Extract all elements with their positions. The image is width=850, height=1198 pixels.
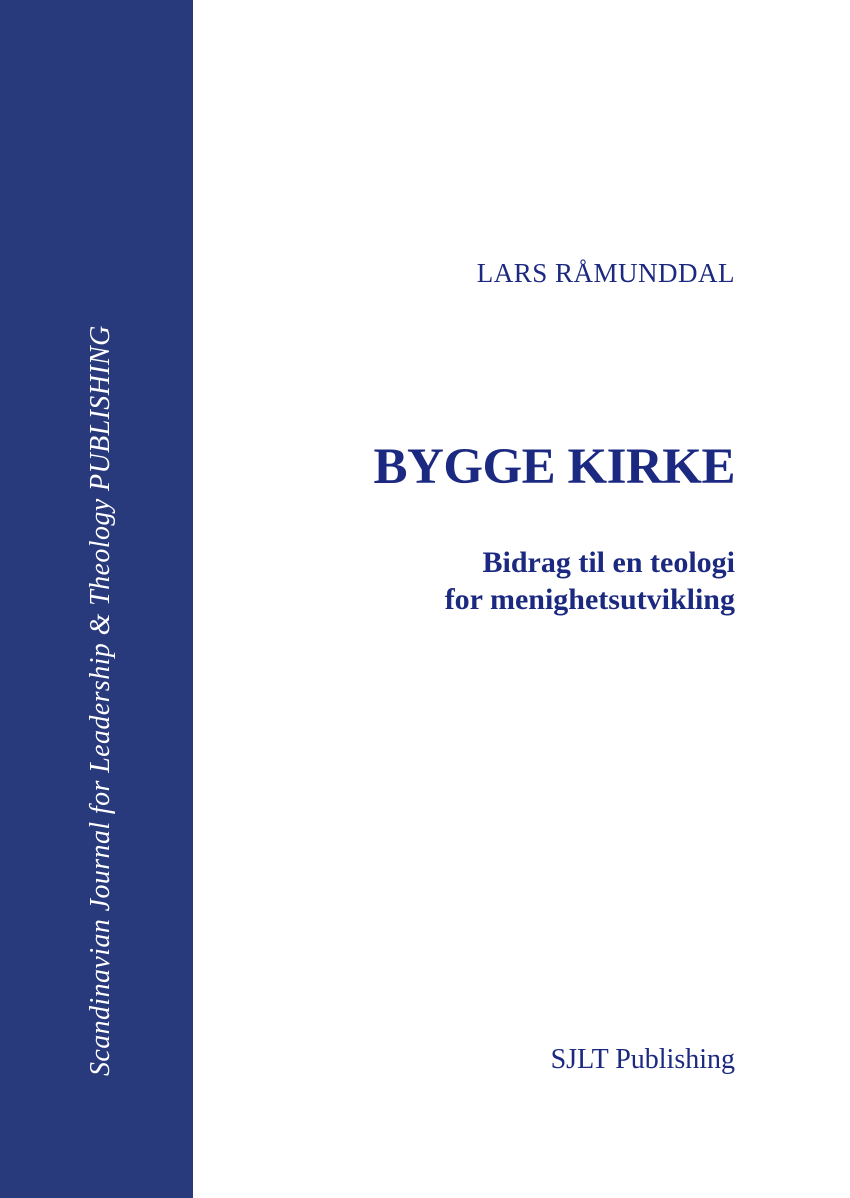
spine-journal-text: Scandinavian Journal for Leadership & Theology PUBLISHING [85,325,116,1076]
subtitle-line-2: for menighetsutvikling [444,583,735,616]
subtitle-line-1: Bidrag til en teologi [482,546,735,579]
book-subtitle [445,544,735,618]
spine-bar [0,0,193,1198]
publisher-name: SJLT Publishing [550,1044,735,1075]
author-name: LARS RÅMUNDDAL [476,258,735,288]
book-title: BYGGE KIRKE [373,439,735,495]
